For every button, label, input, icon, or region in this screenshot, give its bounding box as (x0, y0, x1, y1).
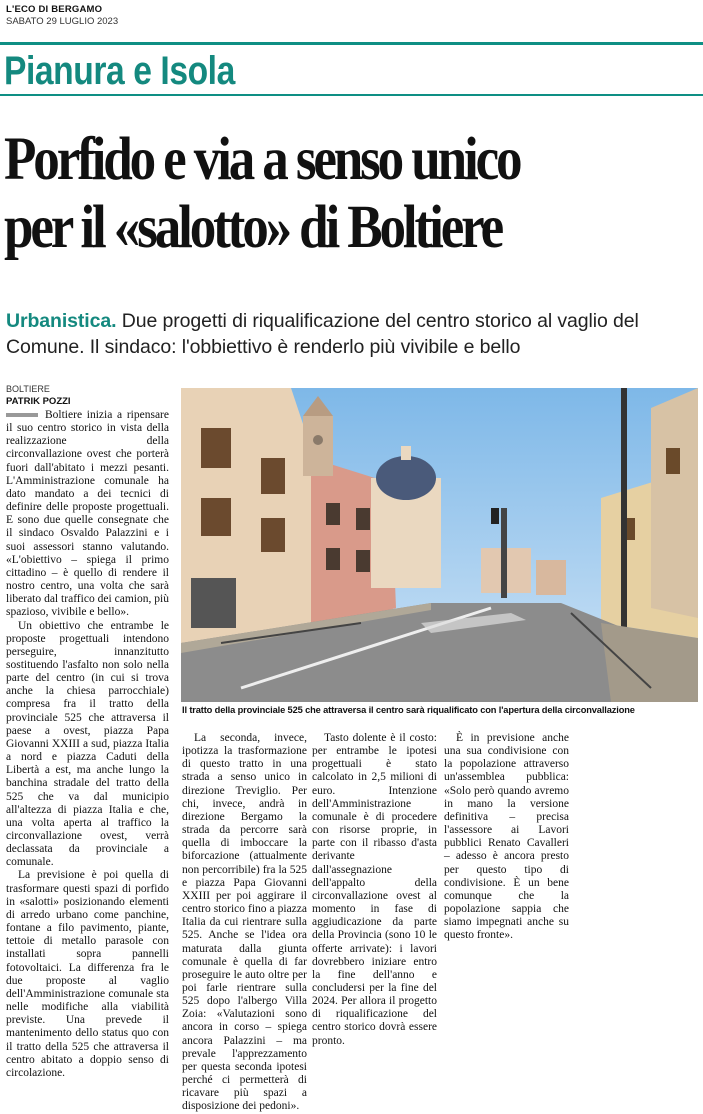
section-rule-top (0, 42, 703, 45)
issue-date: SABATO 29 LUGLIO 2023 (6, 16, 119, 27)
section-rule-bottom (0, 94, 703, 96)
section-title: Pianura e Isola (4, 49, 235, 93)
subheadline (6, 308, 698, 360)
lead-bar (6, 413, 38, 417)
headline (4, 126, 683, 262)
subhead-kicker: Urbanistica. (6, 310, 117, 332)
article-column-3 (312, 732, 437, 1048)
masthead (6, 4, 118, 28)
article-paragraph: Un obiettivo che entrambe le proposte progettuali intendono perseguire, innanzitutto sostituendo l'asfalto non solo nella parte del centro (in cui si trova anche la chiesa parrocchiale) compresa fra il tratto della provinciale 525 che attraversa il paese a ovest, piazza Papa Giovanni XXIII a sud, piazza Italia a nord e piazza Caduti della Libertà a est, ma anche lungo la banchina stradale del tratto della 525 che va dal municipio all'altezza di piazza Italia e che, una volta aperta al traffico la circonvallazione ovest, verrà declassata da provinciale a comunale. (6, 619, 169, 869)
article-column-1 (6, 409, 169, 1080)
article-paragraph: È in previsione anche una sua condivisione con la popolazione attraverso un'assemblea pubblica: «Solo però quando avremo in mano la versione definitiva – precisa l'assessore ai Lavori pubblici Renato Cavalleri – adesso è ancora presto per questo tipo di condivisione. È un bene comunque che la popolazione sappia che siamo impegnati anche su questo fronte». (444, 732, 569, 942)
article-paragraph: Boltiere inizia a ripensare il suo centro storico in vista della realizzazione della circonvallazione ovest che porterà fuori dall'abitato i mezzi pesanti. L'Amministrazione comunale ha dato mandato a dei tecnici di definire delle proposte progettuali. E sono due quelle consegnate che il sindaco Osvaldo Palazzini e i suoi assessori stanno valutando. «L'obiettivo – spiega il primo cittadino – è quello di rendere il nostro centro, una volta che sarà liberato dal traffico dei camion, più spazioso, vivibile e bello». (6, 409, 169, 619)
dateline: BOLTIERE (6, 384, 50, 394)
street-photo (181, 388, 698, 702)
article-paragraph: La seconda, invece, ipotizza la trasformazione di questo tratto in una strada a senso unico in direzione Treviglio. Per chi, invece, andrà in direzione Bergamo la strada da percorre sarà quella di imboccare la biforcazione (attualmente non percorribile) fra la 525 e piazza Papa Giovanni XXIII per poi aggirare il centro storico fino a piazza Italia da cui rientrare sulla 525. Anche se l'idea ora maturata dalla giunta comunale è quella di far proseguire le auto oltre per poi farle rientrare sulla 525 dopo l'albergo Villa Zoia: «Valutazioni sono ancora in corso – spiega ancora Palazzini – ma prevale l'apprezzamento per questa seconda ipotesi perché ci permetterà di ricavare più spazi a disposizione dei pedoni». (182, 732, 307, 1113)
author-byline: PATRIK POZZI (6, 396, 71, 407)
article-paragraph: Tasto dolente è il costo: per entrambe le ipotesi progettuali è stato calcolato in 2,5 milioni di euro. Intenzione dell'Amministrazione comunale è di procedere con risorse proprie, in parte con il ribasso d'asta derivante dall'assegnazione dell'appalto della circonvallazione ovest al momento in fase di aggiudicazione da parte della Provincia (sono 10 le offerte arrivate): i lavori dovrebbero iniziare entro la fine dell'anno e concludersi per la fine del 2024. Per allora il progetto di riqualificazione del centro storico dovrà essere pronto. (312, 732, 437, 1047)
article-column-4 (444, 732, 569, 943)
subhead-text: Due progetti di riqualificazione del centro storico al vaglio del Comune. Il sindaco: l'obbiettivo è renderlo più vivibile e bello (6, 310, 639, 358)
headline-line-2: per il «salotto» di Boltiere (4, 194, 502, 261)
article-paragraph: La previsione è poi quella di trasformare questi spazi di porfido in «salotti» posizionando elementi di arredo urbano come panchine, fontane a filo pavimento, piante, tettoie di metallo parasole con installati sopra pannelli fotovoltaici. La differenza fra le due proposte al vaglio dell'Amministrazione comunale sta nelle modifiche alla viabilità previste. Una prevede il mantenimento dello status quo con il tratto della 525 che attraversa il centro abitato a doppio senso di circolazione. (6, 869, 169, 1079)
newspaper-name: L'ECO DI BERGAMO (6, 4, 103, 15)
photo-caption: Il tratto della provinciale 525 che attraversa il centro sarà riqualificato con l'apertura della circonvallazione (182, 705, 635, 716)
article-column-2 (182, 732, 307, 1114)
headline-line-1: Porfido e via a senso unico (4, 126, 520, 193)
